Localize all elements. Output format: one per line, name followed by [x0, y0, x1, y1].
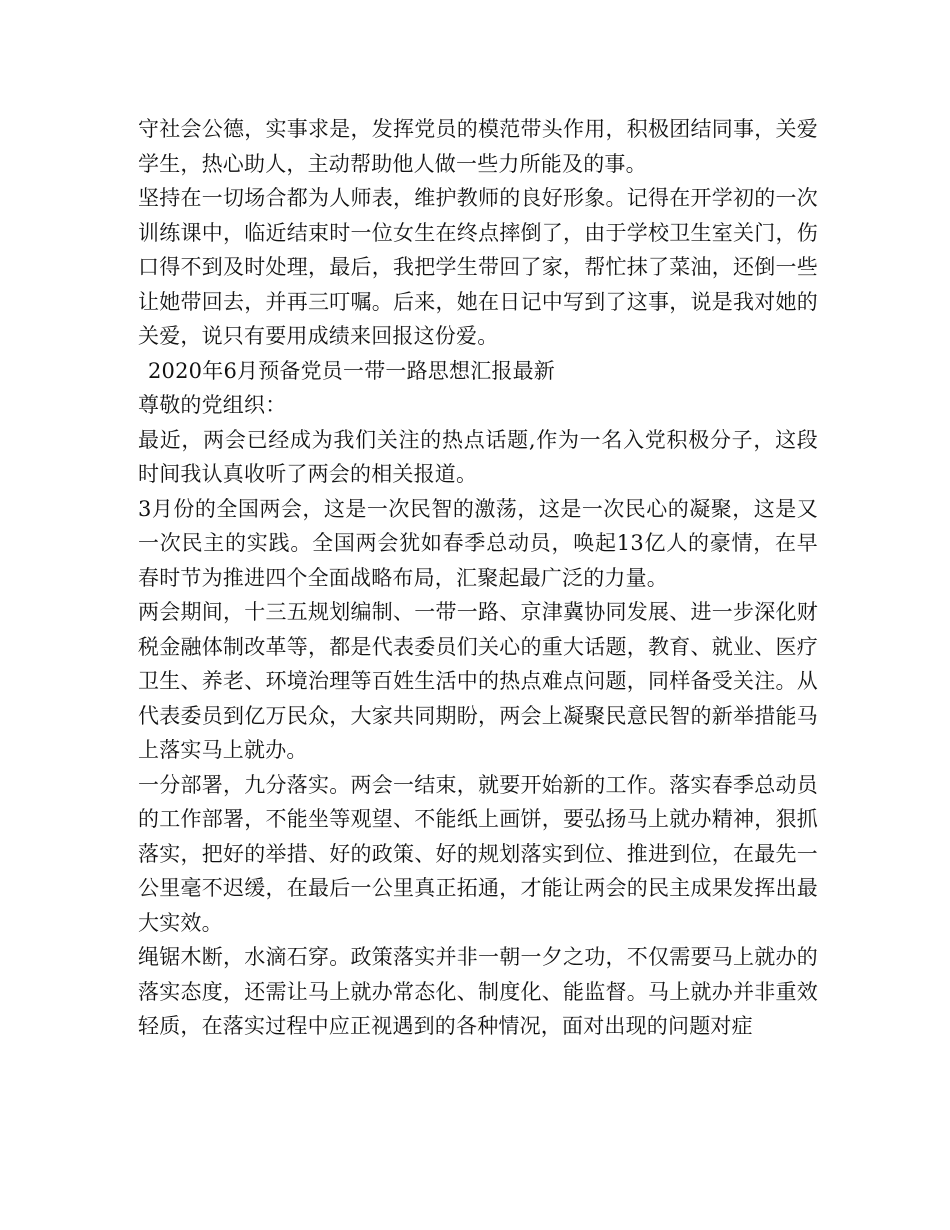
report-title: 2020年6月预备党员一带一路思想汇报最新: [148, 358, 556, 383]
paragraph-implementation: 一分部署，九分落实。两会一结束，就要开始新的工作。落实春季总动员的工作部署，不能坐等观望、不能纸上画饼，要弘扬马上就办精神，狠抓落实，把好的举措、好的政策、好的规划落实到位、推进到位，在最先一公里毫不迟缓，在最后一公里真正拓通，才能让两会的民主成果发挥出最大实效。: [138, 772, 818, 935]
paragraph-teacher-example: 坚持在一切场合都为人师表，维护教师的良好形象。记得在开学初的一次训练课中，临近结束时一位女生在终点摔倒了，由于学校卫生室关门，伤口得不到及时处理，最后，我把学生带回了家，帮忙抹了菜油，还倒一些让她带回去，并再三叮嘱。后来，她在日记中写到了这事，说是我对她的关爱，说只有要用成绩来回报这份爱。: [138, 186, 818, 348]
paragraph-march-sessions: 3月份的全国两会，这是一次民智的激荡，这是一次民心的凝聚，这是又一次民主的实践。全国两会犹如春季总动员，唤起13亿人的豪情，在早春时节为推进四个全面战略布局，汇聚起最广泛的力量。: [138, 496, 818, 590]
paragraph-persistence: 绳锯木断，水滴石穿。政策落实并非一朝一夕之功，不仅需要马上就办的落实态度，还需让马上就办常态化、制度化、能监督。马上就办并非重效轻质，在落实过程中应正视遇到的各种情况，面对出现的问题对症: [138, 945, 818, 1038]
paragraph-intro: 最近，两会已经成为我们关注的热点话题,作为一名入党积极分子，这段时间我认真收听了两会的相关报道。: [138, 427, 818, 486]
salutation: 尊敬的党组织：: [138, 393, 287, 417]
paragraph-conduct: 守社会公德，实事求是，发挥党员的模范带头作用，积极团结同事，关爱学生，热心助人，主动帮助他人做一些力所能及的事。: [138, 117, 818, 176]
document-body: [138, 112, 818, 1044]
paragraph-topics: 两会期间，十三五规划编制、一带一路、京津冀协同发展、进一步深化财税金融体制改革等，都是代表委员们关心的重大话题，教育、就业、医疗卫生、养老、环境治理等百姓生活中的热点难点问题，同样备受关注。从代表委员到亿万民众，大家共同期盼，两会上凝聚民意民智的新举措能马上落实马上就办。: [138, 600, 818, 762]
